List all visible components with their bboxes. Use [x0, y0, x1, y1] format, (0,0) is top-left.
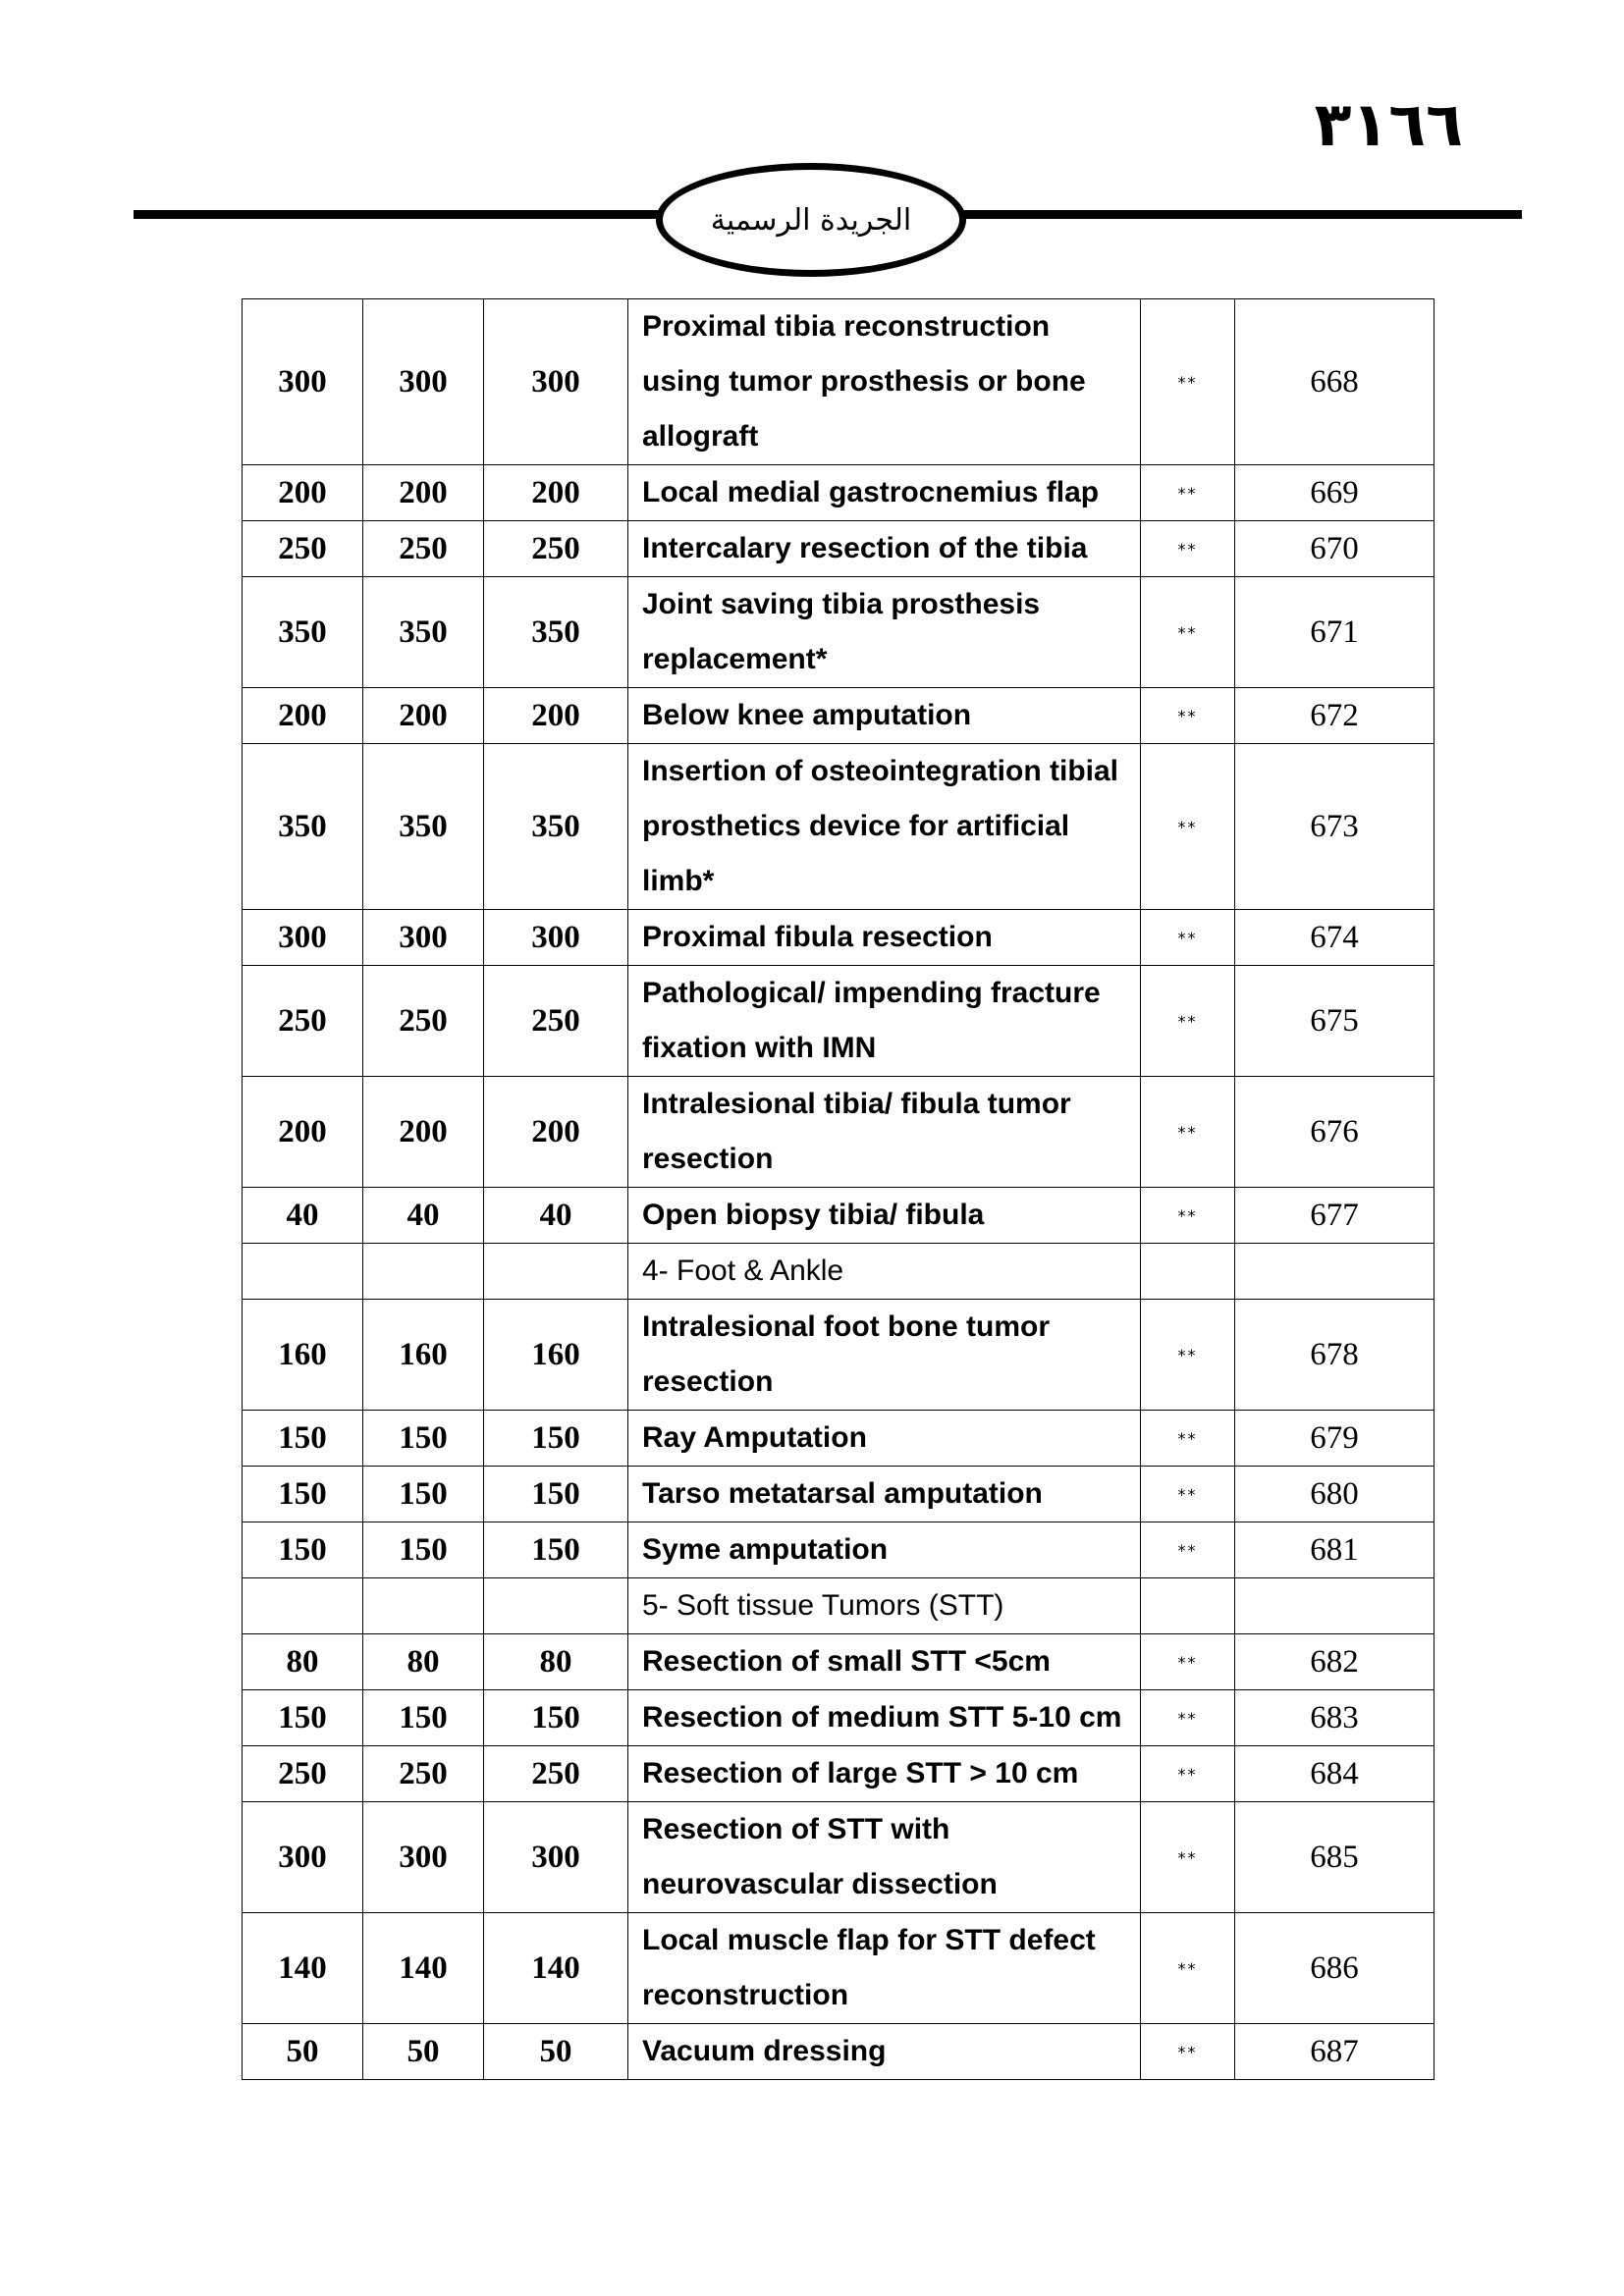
fee-cell-2: 300 [363, 910, 484, 966]
section-row [243, 1578, 1435, 1634]
procedure-code: 685 [1235, 1802, 1435, 1913]
fee-cell-1: 250 [243, 1746, 363, 1802]
section-heading: 5- Soft tissue Tumors (STT) [628, 1578, 1141, 1634]
table-row [243, 1634, 1435, 1690]
fee-cell-1: 300 [243, 910, 363, 966]
mark-cell: ** [1141, 577, 1235, 688]
table-row [243, 1802, 1435, 1913]
mark-cell: ** [1141, 1300, 1235, 1411]
fee-cell-2: 200 [363, 465, 484, 521]
fee-cell-3: 140 [484, 1913, 628, 2024]
table-row [243, 1467, 1435, 1522]
procedure-code: 684 [1235, 1746, 1435, 1802]
fee-cell-1: 250 [243, 521, 363, 577]
procedure-code: 679 [1235, 1411, 1435, 1467]
procedure-description: Proximal fibula resection [628, 910, 1141, 966]
procedure-description: Intralesional foot bone tumor resection [628, 1300, 1141, 1411]
page-number: ٣١٦٦ [1314, 88, 1463, 160]
procedure-description: Resection of medium STT 5-10 cm [628, 1690, 1141, 1746]
table-row [243, 465, 1435, 521]
procedure-code: 672 [1235, 688, 1435, 744]
fee-cell-3: 350 [484, 577, 628, 688]
fee-cell-2: 200 [363, 688, 484, 744]
fee-cell-1: 150 [243, 1411, 363, 1467]
fee-cell-3: 350 [484, 744, 628, 910]
section-row [243, 1244, 1435, 1300]
table-row [243, 1690, 1435, 1746]
fee-cell-3: 40 [484, 1188, 628, 1244]
fee-cell-2: 150 [363, 1690, 484, 1746]
mark-cell [1141, 1578, 1235, 1634]
mark-cell: ** [1141, 1467, 1235, 1522]
table-row [243, 966, 1435, 1077]
procedure-description: Resection of STT with neurovascular dissection [628, 1802, 1141, 1913]
procedure-code: 673 [1235, 744, 1435, 910]
mark-cell: ** [1141, 1188, 1235, 1244]
table-row [243, 688, 1435, 744]
fee-cell-3: 150 [484, 1411, 628, 1467]
fee-cell-2: 160 [363, 1300, 484, 1411]
fee-cell-2: 150 [363, 1411, 484, 1467]
table-row [243, 1522, 1435, 1578]
table-row [243, 299, 1435, 465]
mark-cell: ** [1141, 744, 1235, 910]
mark-cell: ** [1141, 1634, 1235, 1690]
fee-cell-1: 40 [243, 1188, 363, 1244]
fee-cell-3: 80 [484, 1634, 628, 1690]
fee-cell-1 [243, 1244, 363, 1300]
mark-cell: ** [1141, 521, 1235, 577]
procedure-description: Intercalary resection of the tibia [628, 521, 1141, 577]
fee-cell-2: 150 [363, 1467, 484, 1522]
procedure-description: Pathological/ impending fracture fixation with IMN [628, 966, 1141, 1077]
fee-cell-3: 160 [484, 1300, 628, 1411]
fee-cell-3: 200 [484, 465, 628, 521]
fee-cell-1: 350 [243, 577, 363, 688]
fee-cell-2: 250 [363, 1746, 484, 1802]
fee-cell-3 [484, 1578, 628, 1634]
fees-table [242, 298, 1435, 2080]
fee-cell-2: 150 [363, 1522, 484, 1578]
table-row [243, 744, 1435, 910]
procedure-code: 670 [1235, 521, 1435, 577]
procedure-description: Ray Amputation [628, 1411, 1141, 1467]
fee-cell-2: 300 [363, 1802, 484, 1913]
mark-cell: ** [1141, 465, 1235, 521]
fee-cell-3: 150 [484, 1467, 628, 1522]
mark-cell [1141, 1244, 1235, 1300]
table-row [243, 1913, 1435, 2024]
fee-cell-3: 300 [484, 1802, 628, 1913]
procedure-description: Intralesional tibia/ fibula tumor resection [628, 1077, 1141, 1188]
mark-cell: ** [1141, 1690, 1235, 1746]
fee-cell-1: 200 [243, 688, 363, 744]
mark-cell: ** [1141, 299, 1235, 465]
procedure-code: 678 [1235, 1300, 1435, 1411]
table-row [243, 2024, 1435, 2080]
procedure-code: 683 [1235, 1690, 1435, 1746]
fee-cell-2: 140 [363, 1913, 484, 2024]
fee-cell-1: 150 [243, 1522, 363, 1578]
fee-cell-1: 200 [243, 465, 363, 521]
fee-cell-2: 50 [363, 2024, 484, 2080]
fee-cell-3: 300 [484, 299, 628, 465]
procedure-description: Resection of large STT > 10 cm [628, 1746, 1141, 1802]
table-row [243, 521, 1435, 577]
procedure-code: 668 [1235, 299, 1435, 465]
gazette-title: الجريدة الرسمية [710, 202, 912, 238]
procedure-code: 682 [1235, 1634, 1435, 1690]
fee-cell-2: 350 [363, 744, 484, 910]
fee-cell-2: 40 [363, 1188, 484, 1244]
fee-cell-3: 150 [484, 1522, 628, 1578]
procedure-description: Joint saving tibia prosthesis replacement* [628, 577, 1141, 688]
procedure-code: 677 [1235, 1188, 1435, 1244]
procedure-code: 681 [1235, 1522, 1435, 1578]
procedure-code: 676 [1235, 1077, 1435, 1188]
fee-cell-2: 80 [363, 1634, 484, 1690]
mark-cell: ** [1141, 1913, 1235, 2024]
mark-cell: ** [1141, 1802, 1235, 1913]
table-row [243, 1746, 1435, 1802]
fee-cell-3: 200 [484, 1077, 628, 1188]
fee-cell-3: 200 [484, 688, 628, 744]
fee-cell-3: 300 [484, 910, 628, 966]
mark-cell: ** [1141, 1077, 1235, 1188]
table-row [243, 1188, 1435, 1244]
fee-cell-2: 200 [363, 1077, 484, 1188]
procedure-description: Below knee amputation [628, 688, 1141, 744]
mark-cell: ** [1141, 966, 1235, 1077]
fee-cell-2 [363, 1578, 484, 1634]
fee-cell-1: 150 [243, 1690, 363, 1746]
procedure-code: 680 [1235, 1467, 1435, 1522]
fee-cell-1: 300 [243, 1802, 363, 1913]
procedure-code: 671 [1235, 577, 1435, 688]
procedure-code: 686 [1235, 1913, 1435, 2024]
procedure-description: Syme amputation [628, 1522, 1141, 1578]
procedure-code: 675 [1235, 966, 1435, 1077]
fees-table-body [243, 299, 1435, 2080]
procedure-description: Open biopsy tibia/ fibula [628, 1188, 1141, 1244]
procedure-code [1235, 1244, 1435, 1300]
procedure-description: Proximal tibia reconstruction using tumor prosthesis or bone allograft [628, 299, 1141, 465]
mark-cell: ** [1141, 1746, 1235, 1802]
fee-cell-3: 250 [484, 966, 628, 1077]
procedure-code: 669 [1235, 465, 1435, 521]
fee-cell-2 [363, 1244, 484, 1300]
section-heading: 4- Foot & Ankle [628, 1244, 1141, 1300]
fee-cell-2: 250 [363, 966, 484, 1077]
fee-cell-3: 50 [484, 2024, 628, 2080]
table-row [243, 1300, 1435, 1411]
procedure-code [1235, 1578, 1435, 1634]
procedure-description: Tarso metatarsal amputation [628, 1467, 1141, 1522]
fee-cell-1: 150 [243, 1467, 363, 1522]
fee-cell-1: 250 [243, 966, 363, 1077]
procedure-description: Local medial gastrocnemius flap [628, 465, 1141, 521]
fee-cell-1: 300 [243, 299, 363, 465]
mark-cell: ** [1141, 1411, 1235, 1467]
fee-cell-1: 50 [243, 2024, 363, 2080]
fee-cell-2: 250 [363, 521, 484, 577]
mark-cell: ** [1141, 910, 1235, 966]
mark-cell: ** [1141, 1522, 1235, 1578]
procedure-description: Vacuum dressing [628, 2024, 1141, 2080]
fee-cell-3: 250 [484, 1746, 628, 1802]
fee-cell-3 [484, 1244, 628, 1300]
gazette-title-oval [656, 163, 966, 277]
table-row [243, 1411, 1435, 1467]
table-row [243, 577, 1435, 688]
fee-cell-3: 250 [484, 521, 628, 577]
mark-cell: ** [1141, 2024, 1235, 2080]
mark-cell: ** [1141, 688, 1235, 744]
fee-cell-1: 140 [243, 1913, 363, 2024]
procedure-code: 687 [1235, 2024, 1435, 2080]
procedure-code: 674 [1235, 910, 1435, 966]
fee-cell-2: 300 [363, 299, 484, 465]
fee-cell-1: 80 [243, 1634, 363, 1690]
fee-cell-1 [243, 1578, 363, 1634]
table-row [243, 1077, 1435, 1188]
fee-cell-1: 200 [243, 1077, 363, 1188]
fee-cell-1: 350 [243, 744, 363, 910]
fee-cell-2: 350 [363, 577, 484, 688]
procedure-description: Insertion of osteointegration tibial prosthetics device for artificial limb* [628, 744, 1141, 910]
procedure-description: Resection of small STT <5cm [628, 1634, 1141, 1690]
procedure-description: Local muscle flap for STT defect reconstruction [628, 1913, 1141, 2024]
table-row [243, 910, 1435, 966]
fee-cell-3: 150 [484, 1690, 628, 1746]
fee-cell-1: 160 [243, 1300, 363, 1411]
